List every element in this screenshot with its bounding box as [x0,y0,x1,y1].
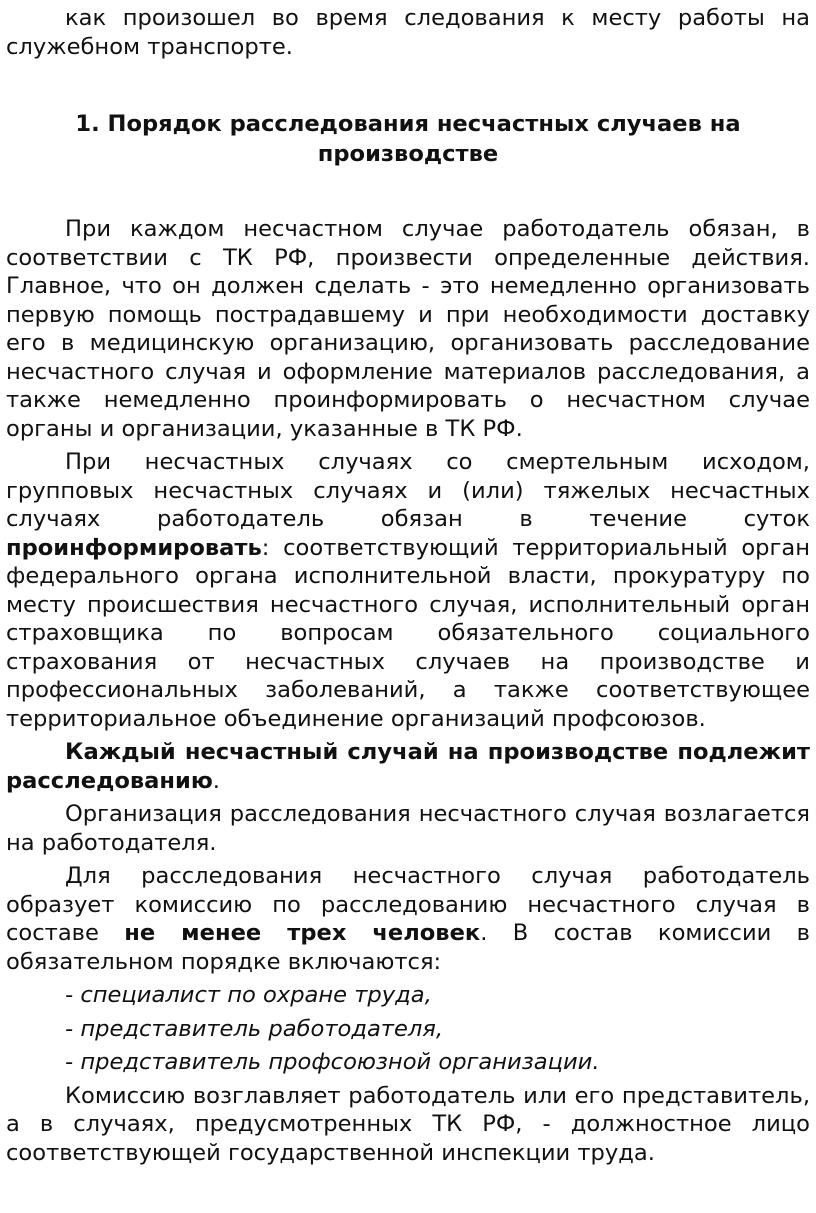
paragraph-notification-bold: проинформировать [6,534,262,561]
paragraph-organization: Организация расследования несчастного случая возлагается на работодателя. [6,801,810,856]
document-page [6,4,810,1167]
paragraph-investigation-required-end: . [212,767,220,794]
intro-paragraph: как произошел во время следования к месту работы на служебном транспорте. [6,5,810,60]
commission-member-item: - представитель работодателя, [65,1015,444,1042]
paragraph-commission-text-start: Для расследования несчастного случая работодатель образует комиссию по расследованию несчастного случая в составе [6,863,810,946]
section-heading: 1. Порядок расследования несчастных случаев на производстве [75,111,741,167]
paragraph-commission-bold: не менее трех человек [124,920,481,946]
paragraph-commission-text-end: . В состав комиссии в обязательном порядке включаются: [6,920,810,975]
paragraph-commission [6,862,810,976]
commission-member-item: - представитель профсоюзной организации. [65,1049,600,1075]
paragraph-notification-text-start: При несчастных случаях со смертельным исходом, групповых несчастных случаях и (или) тяжелых несчастных случаях работодатель обязан в течение суток [6,449,810,532]
paragraph-notification-text-end: : соответствующий территориальный орган федерального органа исполнительной власти, прокуратуру по месту происшествия несчастного случая, исполнительный орган страховщика по вопросам обязательного социального страхования от несчастных случаев на производстве и профессиональных заболеваний, а также соответствующее территориальное объединение организаций профсоюзов. [6,534,810,732]
paragraph-investigation-required-bold: Каждый несчастный случай на производстве подлежит расследованию [6,739,810,794]
paragraph-notification [6,448,810,733]
paragraph-first-actions: При каждом несчастном случае работодатель обязан, в соответствии с ТК РФ, произвести определенные действия. Главное, что он должен сделать - это немедленно организовать первую помощь пострадавшему и при необходимости доставку его в медицинскую организацию, организовать расследование несчастного случая и оформление материалов расследования, а также немедленно проинформировать о несчастном случае органы и организации, указанные в ТК РФ. [6,216,810,442]
paragraph-investigation-required [6,738,810,795]
paragraph-commission-head: Комиссию возглавляет работодатель или его представитель, а в случаях, предусмотренных ТК РФ, - должностное лицо соответствующей государственной инспекции труда. [6,1082,810,1166]
commission-member-item: - специалист по охране труда, [65,982,432,1008]
